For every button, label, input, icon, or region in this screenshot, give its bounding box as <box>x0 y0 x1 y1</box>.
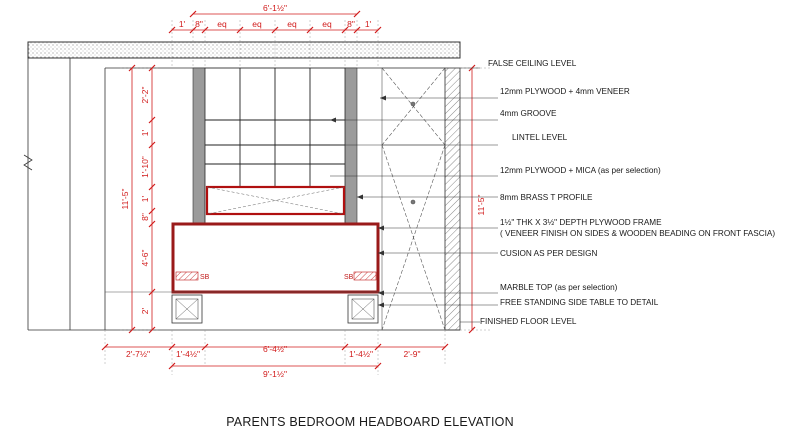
callout-plywood-frame: 1½" THK X 3½" DEPTH PLYWOOD FRAME <box>500 218 662 227</box>
dim-top-seg-6: eq <box>322 19 332 29</box>
dim-bottom-seg-3: 6'-4½" <box>262 344 288 354</box>
callout-side-table: FREE STANDING SIDE TABLE TO DETAIL <box>500 298 659 307</box>
right-wall <box>445 68 460 330</box>
callout-finished-floor: FINISHED FLOOR LEVEL <box>480 317 577 326</box>
dim-left-seg-6: 4'-6" <box>140 249 150 267</box>
side-table-right <box>348 295 378 323</box>
ceiling-slab <box>28 42 460 58</box>
dim-top-seg-4: eq <box>252 19 262 29</box>
left-dimension-texts <box>120 87 150 315</box>
dim-left-seg-2: 1' <box>140 129 150 137</box>
sb-label-left: SB <box>200 274 210 281</box>
dim-top-overall: 6'-1½" <box>262 3 288 13</box>
dim-bottom-overall: 9'-1½" <box>262 369 288 379</box>
dim-left-seg-3: 1'-10" <box>140 156 150 178</box>
dim-bottom-seg-5: 2'-9" <box>403 349 421 359</box>
callout-false-ceiling: FALSE CEILING LEVEL <box>488 59 577 68</box>
callout-groove: 4mm GROOVE <box>500 109 557 118</box>
right-tall-panel <box>382 68 445 330</box>
dim-right-overall: 11'-5" <box>476 194 486 216</box>
callout-labels <box>480 59 775 326</box>
callout-cushion: CUSION AS PER DESIGN <box>500 249 598 258</box>
dim-top-seg-1: 1' <box>178 19 186 29</box>
callout-veneer-finish: ( VENEER FINISH ON SIDES & WOODEN BEADING ON FRONT FASCIA) <box>500 229 776 238</box>
dim-bottom-seg-2: 1'-4½" <box>175 349 201 359</box>
dim-left-seg-7: 2' <box>140 307 150 315</box>
dim-top-seg-8: 1' <box>364 19 372 29</box>
callout-plywood-mica: 12mm PLYWOOD + MICA (as per selection) <box>500 166 661 175</box>
side-board-left <box>176 272 210 281</box>
dim-top-seg-7: 8" <box>347 19 355 29</box>
dim-top-seg-5: eq <box>287 19 297 29</box>
callout-lintel-level: LINTEL LEVEL <box>512 133 568 142</box>
drawing-title: PARENTS BEDROOM HEADBOARD ELEVATION <box>226 415 514 429</box>
callout-plywood-veneer: 12mm PLYWOOD + 4mm VENEER <box>500 87 630 96</box>
extension-lines <box>105 20 490 375</box>
side-table-left <box>172 295 202 323</box>
sb-label-right: SB <box>344 274 354 281</box>
dim-bottom-seg-4: 1'-4½" <box>348 349 374 359</box>
dim-left-seg-1: 2'-2" <box>140 86 150 104</box>
side-board-right <box>344 272 376 281</box>
dim-left-seg-4: 1' <box>140 195 150 203</box>
mica-panel <box>207 187 344 214</box>
dim-left-seg-5: 8" <box>140 213 150 221</box>
callout-marble-top: MARBLE TOP (as per selection) <box>500 283 618 292</box>
callout-brass-profile: 8mm BRASS T PROFILE <box>500 193 593 202</box>
dim-left-overall: 11'-5" <box>120 188 130 210</box>
dim-bottom-seg-1: 2'-7½" <box>125 349 151 359</box>
dim-top-seg-2: 8" <box>195 19 203 29</box>
dim-top-seg-3: eq <box>217 19 227 29</box>
